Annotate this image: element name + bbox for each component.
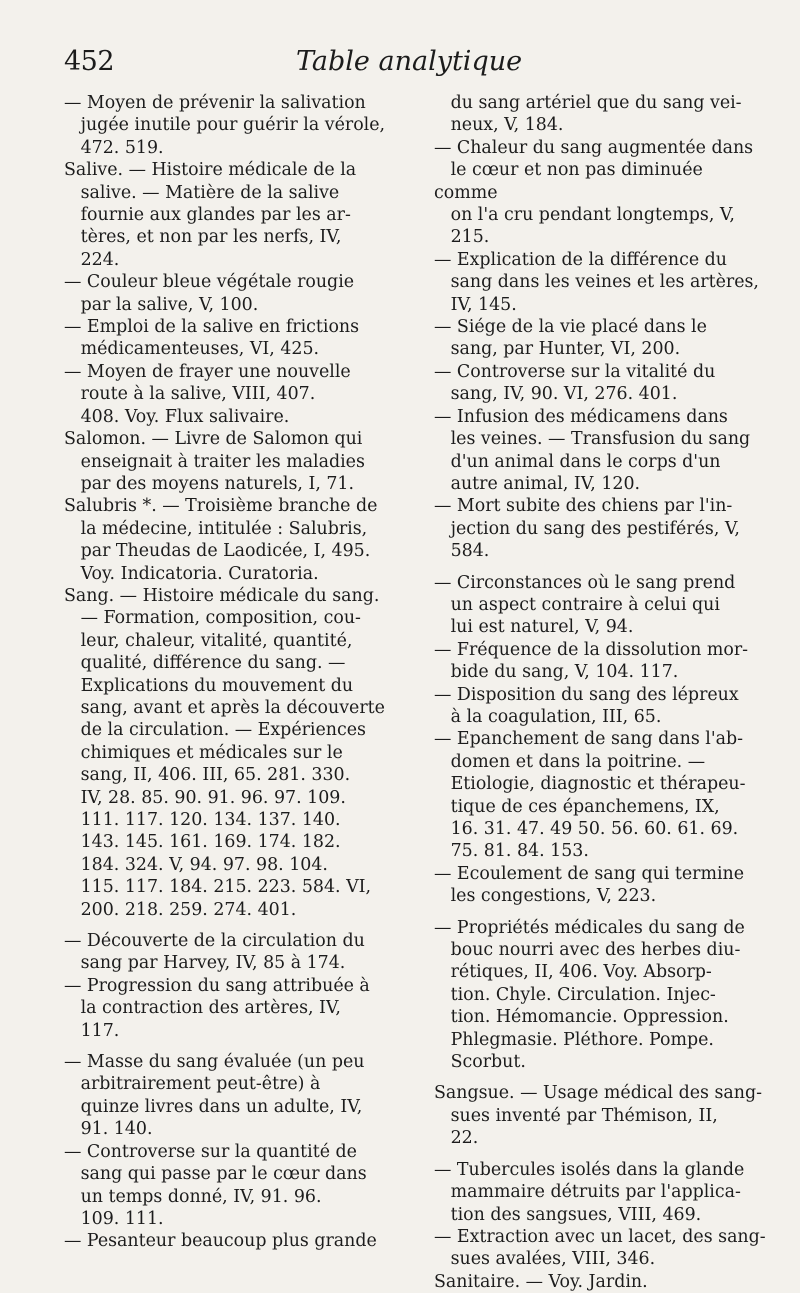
running-title: Table analytique [296, 46, 523, 77]
index-entry: — Chaleur du sang augmentée dans le cœur et non pas diminuée comme on l'a cru pendant longtemps, V, 215. [434, 137, 754, 248]
index-entry: — Découverte de la circulation du sang par Harvey, IV, 85 à 174. [64, 931, 365, 974]
index-entry: — Explication de la différence du sang dans les veines et les artères, IV, 145. [434, 249, 759, 315]
index-entry: — Infusion des médicamens dans les veines. — Transfusion du sang d'un animal dans le corps d'un autre animal, IV, 120. [434, 406, 751, 494]
index-entry: — Ecoulement de sang qui termine les congestions, V, 223. [434, 863, 745, 907]
index-entry: — Tubercules isolés dans la glande mammaire détruits par l'applica- tion des sangsues, VIII, 469. [434, 1159, 745, 1225]
index-entry: — Moyen de frayer une nouvelle route à la salive, VIII, 407. 408. Voy. Flux salivaire. [64, 361, 351, 427]
index-entry: Sanitaire. — Voy. Jardin. [434, 1271, 648, 1292]
left-column [64, 92, 420, 1253]
index-entry: — Circonstances où le sang prend un aspect contraire à celui qui lui est naturel, V, 94. [434, 572, 736, 638]
index-entry: Salive. — Histoire médicale de la salive. — Matière de la salive fournie aux glandes par les ar- tères, et non par les nerfs, IV, 224. [64, 160, 357, 270]
index-entry: — Mort subite des chiens par l'in- jection du sang des pestiférés, V, 584. [434, 496, 740, 562]
index-entry: — Progression du sang attribuée à la contraction des artères, IV, 117. [64, 975, 370, 1041]
index-entry: — Emploi de la salive en frictions médicamenteuses, VI, 425. [64, 317, 360, 360]
index-entry: — Propriétés médicales du sang de bouc nourri avec des herbes diu- rétiques, II, 406. Voy. Absorp- tion. Chyle. Circulation. Injec- tion. Hémomancie. Oppression. Phlegmasie. Pléthore. Pompe. Scorbut. [434, 917, 745, 1073]
index-entry: — Couleur bleue végétale rougie par la salive, V, 100. [64, 272, 355, 315]
page-header [64, 44, 536, 84]
index-entry: Sang. — Histoire médicale du sang. — Formation, composition, cou- leur, chaleur, vitalité, quantité, qualité, différence du sang. — Explications du mouvement du sang, avant et après la découverte de la circulation. — Expériences chimiques et médicales sur le sang, II, 406. III, 65. 281. 330. IV, 28. 85. 90. 91. 96. 97. 109. 111. 117. 120. 134. 137. 140. 143. 145. 161. 169. 174. 182. 184. 324. V, 94. 97. 98. 104. 115. 117. 184. 215. 223. 584. VI, 200. 218. 259. 274. 401. [64, 585, 385, 920]
index-entry: — Controverse sur la vitalité du sang, IV, 90. VI, 276. 401. [434, 361, 716, 405]
index-entry: — Controverse sur la quantité de sang qui passe par le cœur dans un temps donné, IV, 91. 96. 109. 111. [64, 1141, 367, 1229]
index-entry: — Moyen de prévenir la salivation jugée inutile pour guérir la vérole, 472. 519. [64, 93, 386, 158]
index-entry: — Pesanteur beaucoup plus grande [64, 1231, 377, 1252]
index-entry: du sang artériel que du sang vei- neux, V, 184. [450, 93, 742, 136]
index-entry: — Epanchement de sang dans l'ab- domen et dans la poitrine. — Etiologie, diagnostic et thérapeu- tique de ces épanchemens, IX, 16. 31. 47. 49 50. 56. 60. 61. 69. 75. 81. 84. 153. [434, 729, 746, 862]
index-entry: — Disposition du sang des lépreux à la coagulation, III, 65. [434, 684, 739, 727]
index-entry: Salubris *. — Troisième branche de la médecine, intitulée : Salubris, par Theudas de Laodicée, I, 495. Voy. Indicatoria. Curatoria. [64, 496, 378, 584]
index-entry: — Extraction avec un lacet, des sang- sues avalées, VIII, 346. [434, 1226, 766, 1270]
index-entry: Salomon. — Livre de Salomon qui enseignait à traiter les maladies par des moyens naturels, I, 71. [64, 429, 365, 494]
index-entry: Sangsue. — Usage médical des sang- sues inventé par Thémison, II, 22. [434, 1083, 762, 1149]
index-entry: — Fréquence de la dissolution mor- bide du sang, V, 104. 117. [434, 639, 749, 683]
index-entry: — Masse du sang évaluée (un peu arbitrairement peut-être) à quinze livres dans un adulte, IV, 91. 140. [64, 1052, 365, 1140]
page-number: 452 [64, 46, 115, 77]
right-column [434, 92, 768, 1293]
index-entry: — Siége de la vie placé dans le sang, par Hunter, VI, 200. [434, 317, 707, 360]
